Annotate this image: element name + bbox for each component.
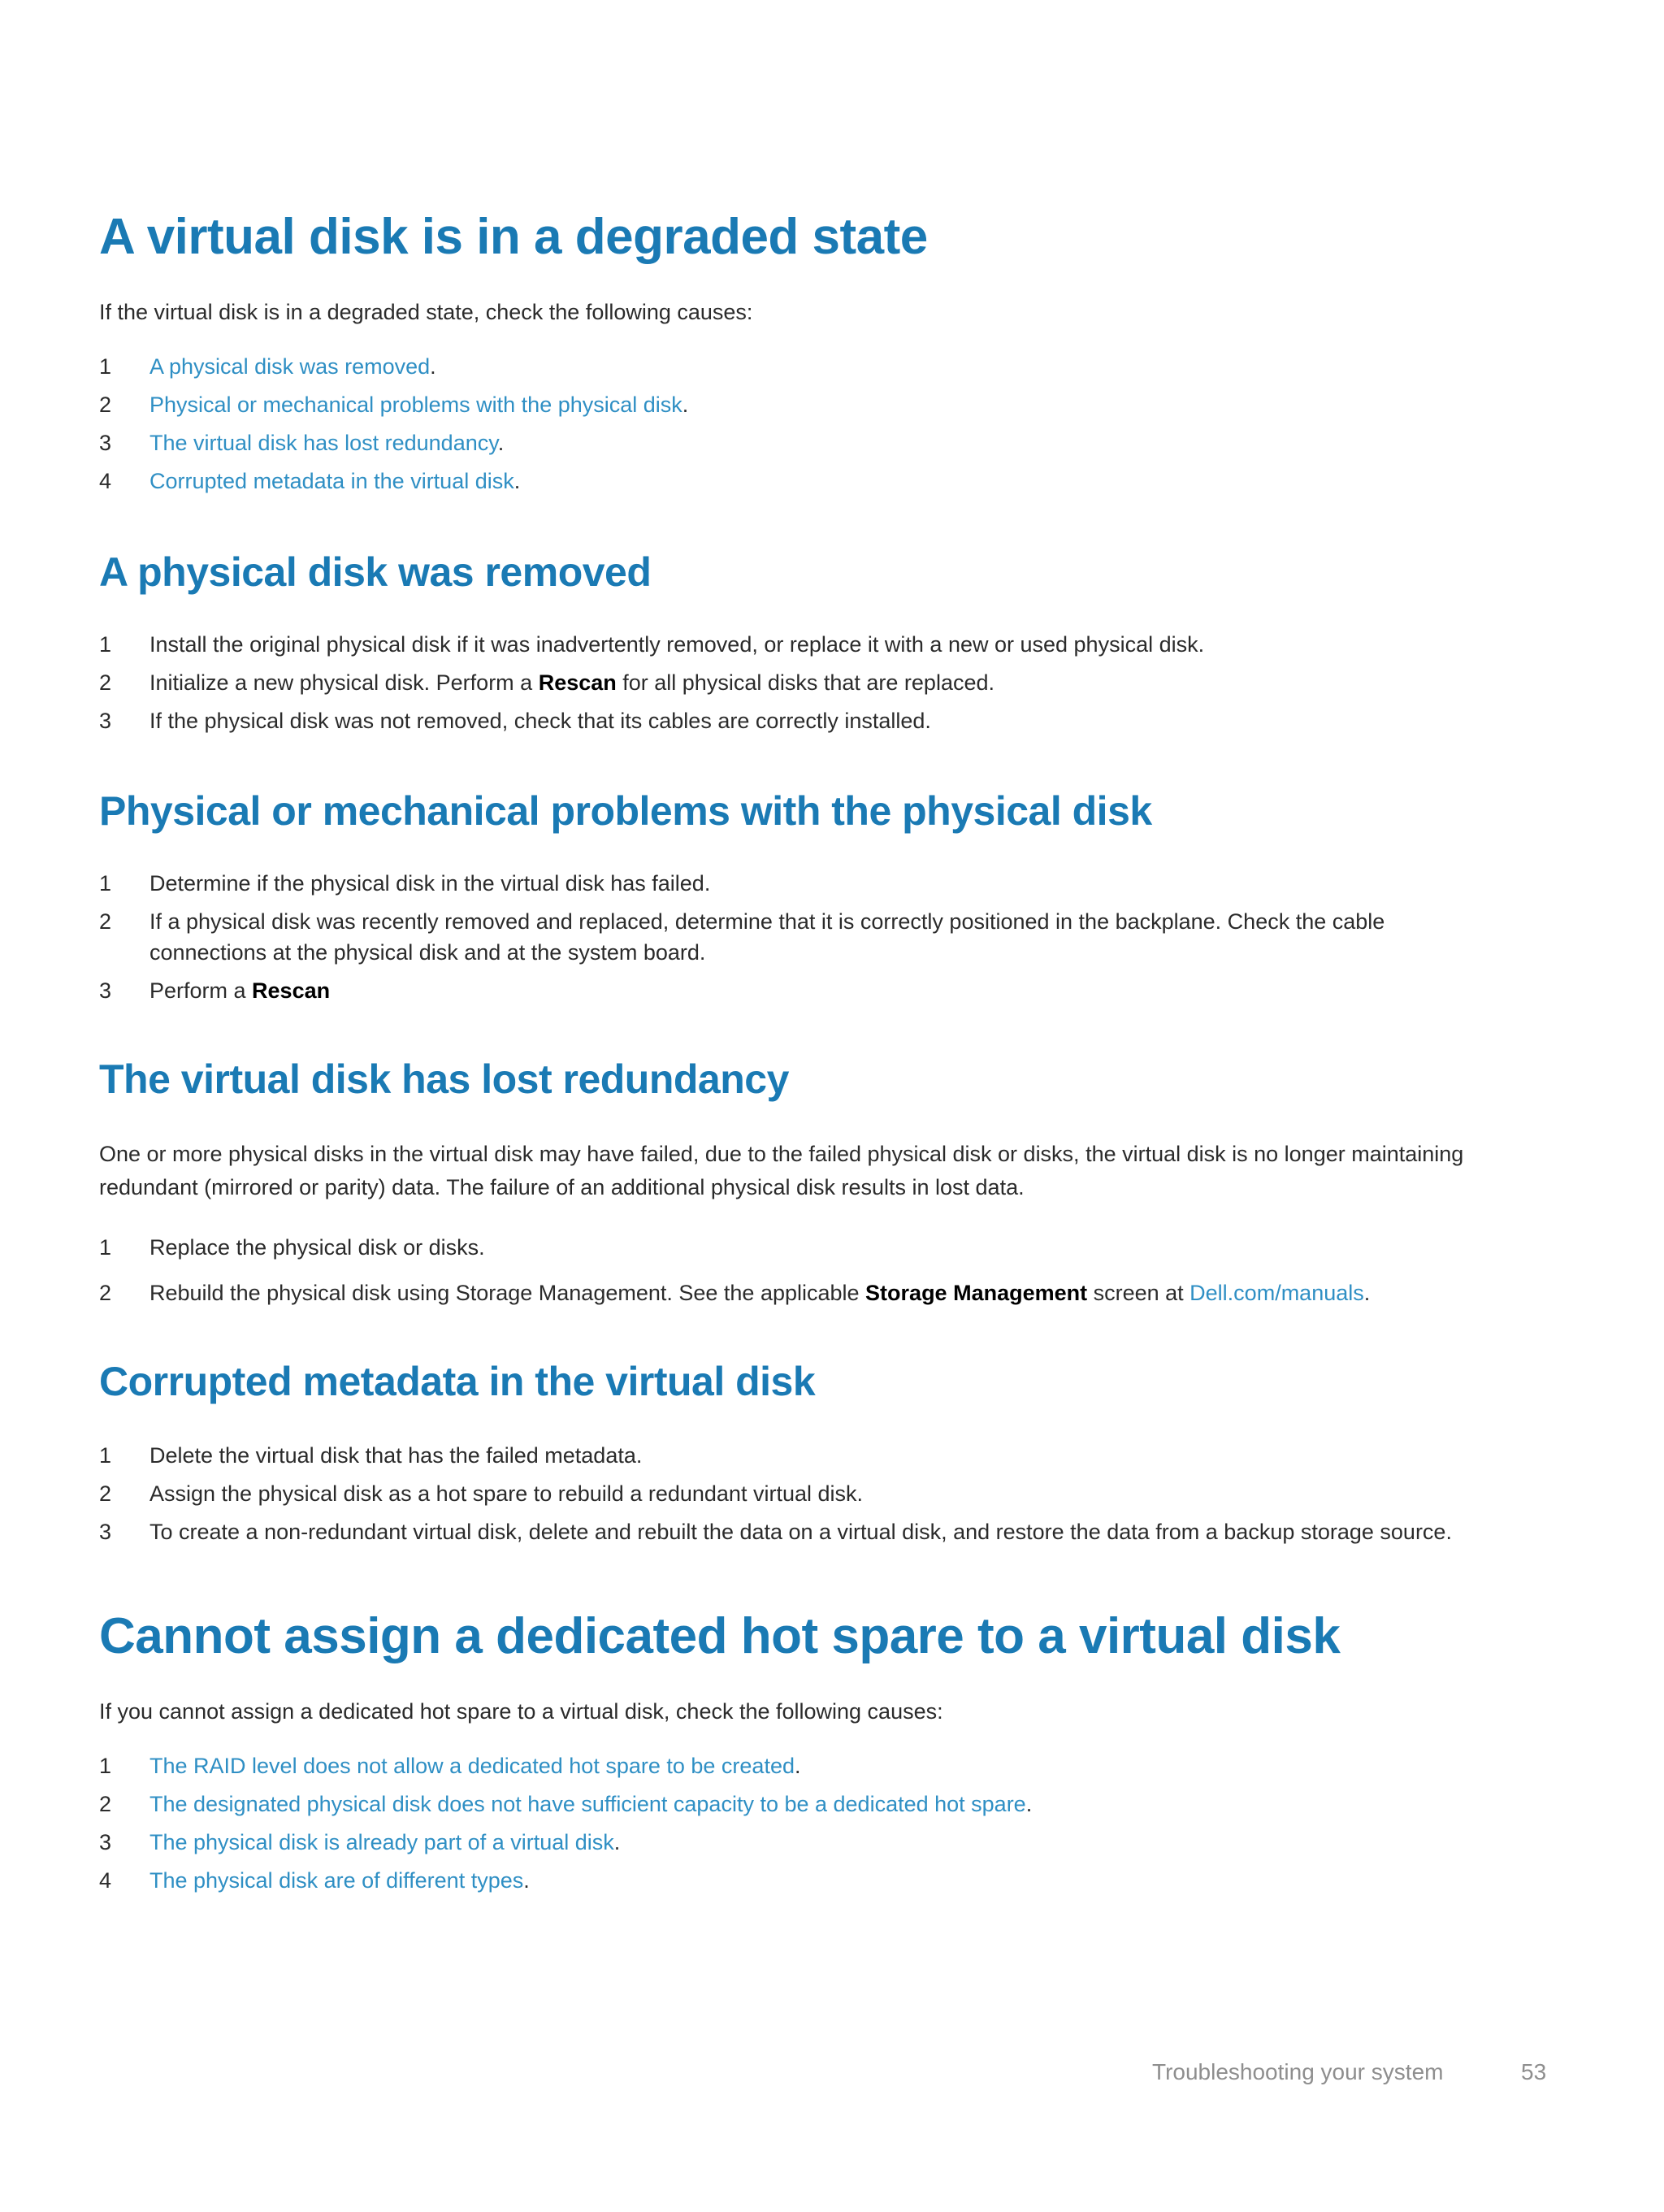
- intro-cannot-assign-hot-spare: If you cannot assign a dedicated hot spare to a virtual disk, check the following causes:: [99, 1699, 943, 1724]
- link-dell-manuals[interactable]: Dell.com/manuals: [1190, 1281, 1364, 1305]
- heading-corrupted-metadata: Corrupted metadata in the virtual disk: [99, 1359, 816, 1404]
- intro-degraded-state: If the virtual disk is in a degraded state, check the following causes:: [99, 300, 753, 324]
- list-item: 2 If a physical disk was recently removed and replaced, determine that it is correctly positioned in the backplane. Check the cable connections at the physical disk and at the system board.: [99, 909, 1385, 965]
- link-lost-redundancy[interactable]: The virtual disk has lost redundancy: [150, 431, 498, 455]
- footer-page-number: 53: [1521, 2059, 1547, 2084]
- list-item: 1 Replace the physical disk or disks.: [99, 1235, 485, 1260]
- list-lost-redundancy: [99, 1232, 1562, 1316]
- heading-cannot-assign-hot-spare: Cannot assign a dedicated hot spare to a virtual disk: [99, 1608, 1341, 1664]
- list-item: 2 Assign the physical disk as a hot spare to rebuild a redundant virtual disk.: [99, 1481, 863, 1506]
- heading-degraded-state: A virtual disk is in a degraded state: [99, 209, 928, 265]
- heading-mechanical-problems: Physical or mechanical problems with the physical disk: [99, 788, 1152, 834]
- link-raid-level[interactable]: The RAID level does not allow a dedicated hot spare to be created: [150, 1754, 795, 1778]
- list-item: 3 If the physical disk was not removed, check that its cables are correctly installed.: [99, 709, 931, 733]
- list-corrupted-metadata: [99, 1440, 1562, 1555]
- list-item: 1 A physical disk was removed.: [99, 354, 436, 379]
- list-degraded-causes: [99, 351, 1562, 504]
- link-mechanical-problems[interactable]: Physical or mechanical problems with the physical disk: [150, 393, 682, 417]
- list-item: 2 The designated physical disk does not have sufficient capacity to be a dedicated hot spare.: [99, 1792, 1033, 1816]
- list-item: 1 Delete the virtual disk that has the failed metadata.: [99, 1443, 643, 1468]
- list-item: 4 Corrupted metadata in the virtual disk.: [99, 469, 521, 493]
- list-mechanical-problems: [99, 868, 1480, 1013]
- list-item: 3 The virtual disk has lost redundancy.: [99, 431, 505, 455]
- link-insufficient-capacity[interactable]: The designated physical disk does not have sufficient capacity to be a dedicated hot spare: [150, 1792, 1026, 1816]
- intro-lost-redundancy: One or more physical disks in the virtual disk may have failed, due to the failed physical disk or disks, the virtual disk is no longer maintaining redundant (mirrored or parity) data. The failure of an additional physical disk results in lost data.: [99, 1142, 1464, 1199]
- link-corrupted-metadata[interactable]: Corrupted metadata in the virtual disk: [150, 469, 514, 493]
- list-item: 3 Perform a Rescan: [99, 978, 331, 1003]
- link-different-types[interactable]: The physical disk are of different types: [150, 1868, 524, 1893]
- list-item: 1 Determine if the physical disk in the virtual disk has failed.: [99, 871, 711, 896]
- link-already-part-of-vd[interactable]: The physical disk is already part of a virtual disk: [150, 1830, 614, 1854]
- heading-physical-disk-removed: A physical disk was removed: [99, 549, 652, 595]
- list-item: 2 Physical or mechanical problems with the physical disk.: [99, 393, 689, 417]
- list-hot-spare-causes: [99, 1750, 1562, 1903]
- list-item: 1 Install the original physical disk if it was inadvertently removed, or replace it with a new or used physical disk.: [99, 632, 1205, 657]
- list-item: 2 Rebuild the physical disk using Storage Management. See the applicable Storage Management screen at Dell.com/manuals.: [99, 1281, 1371, 1305]
- list-item: 3 To create a non-redundant virtual disk, delete and rebuilt the data on a virtual disk, and restore the data from a backup storage source.: [99, 1520, 1452, 1544]
- list-item: 3 The physical disk is already part of a virtual disk.: [99, 1830, 621, 1854]
- list-item: 4 The physical disk are of different types.: [99, 1868, 530, 1893]
- list-item: 1 The RAID level does not allow a dedicated hot spare to be created.: [99, 1754, 801, 1778]
- link-physical-disk-removed[interactable]: A physical disk was removed: [150, 354, 431, 379]
- footer-section-title: Troubleshooting your system: [1152, 2059, 1444, 2084]
- list-item: 2 Initialize a new physical disk. Perform a Rescan for all physical disks that are replaced.: [99, 670, 994, 695]
- list-physical-disk-removed: [99, 629, 1562, 744]
- heading-lost-redundancy: The virtual disk has lost redundancy: [99, 1056, 789, 1102]
